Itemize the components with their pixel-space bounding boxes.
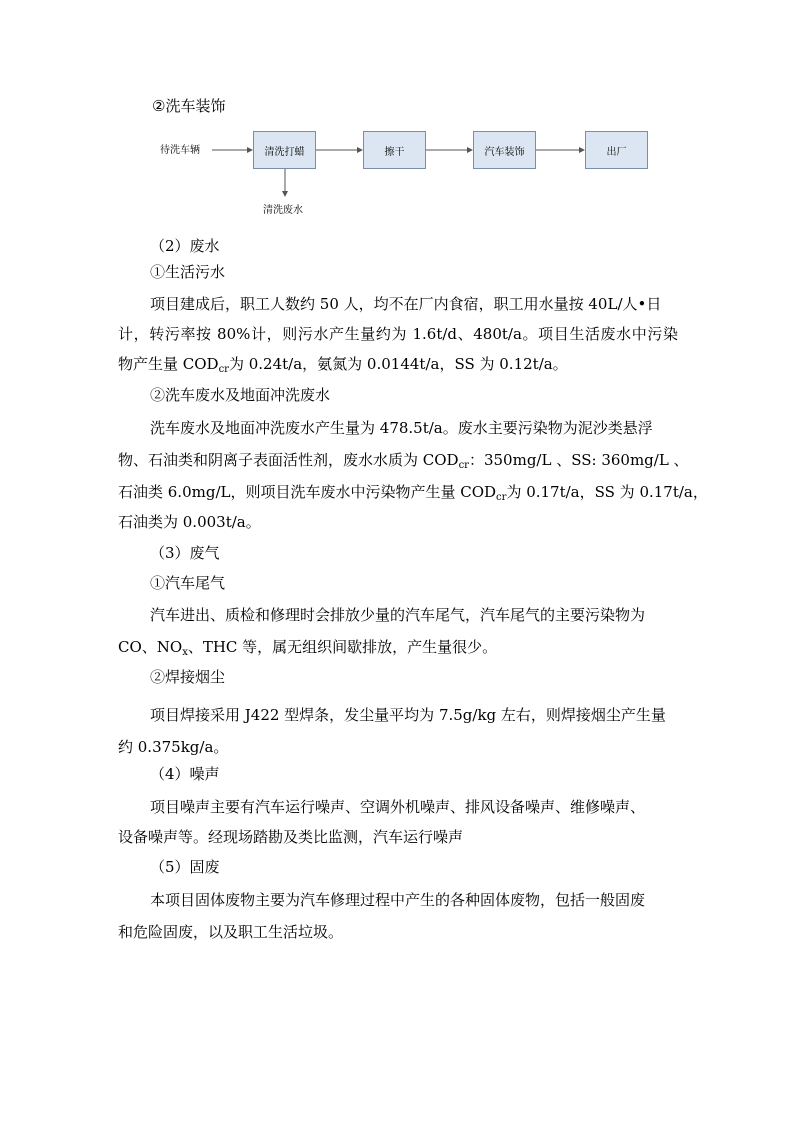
flow-output-label: 清洗废水 xyxy=(263,205,303,216)
text: 为 0.24t/a，氨氮为 0.0144t/a，SS 为 0.12t/a。 xyxy=(228,355,568,373)
para-exhaust-l2 xyxy=(118,637,678,657)
heading-solid-waste: （5）固废 xyxy=(150,858,220,876)
para-domestic-l2: 计，转污率按 80%计，则污水产生量约为 1.6t/d、480t/a。项目生活废水中污染 xyxy=(118,325,678,343)
para-noise-l2: 设备噪声等。经现场踏勘及类比监测，汽车运行噪声 xyxy=(118,828,464,846)
para-domestic-l1: 项目建成后，职工人数约 50 人，均不在厂内食宿，职工用水量按 40L/人•日 xyxy=(150,295,662,313)
text: CO、NO xyxy=(118,638,183,656)
subtitle-domestic: ①生活污水 xyxy=(150,263,226,281)
subtitle-wash-water: ②洗车废水及地面冲洗废水 xyxy=(150,386,331,404)
heading-exhaust: （3）废气 xyxy=(150,544,220,562)
heading-wastewater: （2）废水 xyxy=(150,237,220,255)
flow-step-decor: 汽车装饰 xyxy=(473,131,536,169)
para-domestic-l3 xyxy=(118,354,678,374)
para-weld-l1: 项目焊接采用 J422 型焊条，发尘量平均为 7.5g/kg 左右，则焊接烟尘产生量 xyxy=(150,706,666,724)
flow-step-wax: 清洗打蜡 xyxy=(253,131,316,169)
text: ：350mg/L 、SS: 360mg/L 、 xyxy=(468,451,689,469)
para-weld-l2: 约 0.375kg/a。 xyxy=(118,738,229,756)
para-wash-l4: 石油类为 0.003t/a。 xyxy=(118,513,261,531)
cod-subscript: cr xyxy=(218,364,229,375)
para-solid-l1: 本项目固体废物主要为汽车修理过程中产生的各种固体废物，包括一般固废 xyxy=(150,891,646,909)
nox-subscript: x xyxy=(182,647,188,658)
text: 物产生量 COD xyxy=(118,355,219,373)
subtitle-welding: ②焊接烟尘 xyxy=(150,668,226,686)
para-wash-l1: 洗车废水及地面冲洗废水产生量为 478.5t/a。废水主要污染物为泥沙类悬浮 xyxy=(150,419,653,437)
cod-subscript: cr xyxy=(458,460,469,471)
cod-subscript: cr xyxy=(496,492,507,503)
text: 、THC 等，属无组织间歇排放，产生量很少。 xyxy=(187,638,498,656)
text: 石油类 6.0mg/L，则项目洗车废水中污染物产生量 COD xyxy=(118,483,497,501)
para-wash-l3 xyxy=(118,482,708,503)
flow-step-dry: 擦干 xyxy=(363,131,426,169)
para-wash-l2 xyxy=(118,450,689,471)
flow-input-label: 待洗车辆 xyxy=(160,145,200,156)
para-noise-l1: 项目噪声主要有汽车运行噪声、空调外机噪声、排风设备噪声、维修噪声、 xyxy=(150,798,646,816)
para-solid-l2: 和危险固废，以及职工生活垃圾。 xyxy=(118,923,344,941)
section-title-car-wash: ②洗车装饰 xyxy=(152,97,226,115)
text: 为 0.17t/a，SS 为 0.17t/a， xyxy=(506,483,708,501)
para-exhaust-l1: 汽车进出、质检和修理时会排放少量的汽车尾气，汽车尾气的主要污染物为 xyxy=(150,606,646,624)
flow-step-exit: 出厂 xyxy=(585,131,648,169)
subtitle-car-exhaust: ①汽车尾气 xyxy=(150,574,226,592)
text: 物、石油类和阴离子表面活性剂，废水水质为 COD xyxy=(118,451,459,469)
flow-arrows xyxy=(0,0,794,230)
heading-noise: （4）噪声 xyxy=(150,765,220,783)
